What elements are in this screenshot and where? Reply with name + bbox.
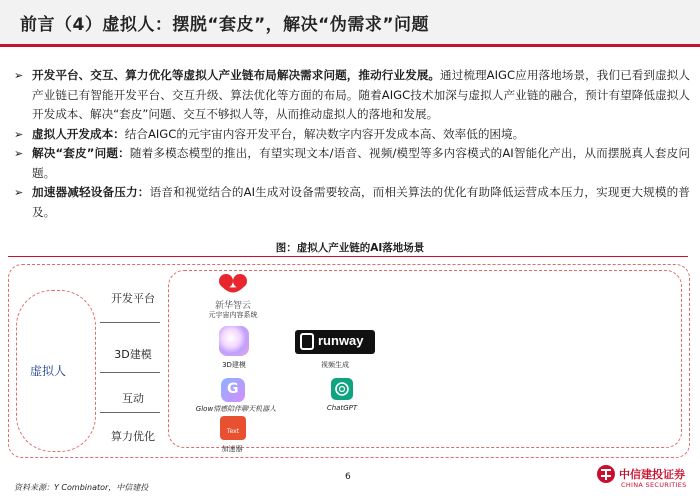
brand-logo-icon [596,464,616,488]
bullet-item [14,66,690,125]
category-dev-platform: 开发平台 [111,292,155,305]
bullet-lead: 加速器减轻设备压力： [32,185,150,199]
category-divider [100,322,160,323]
page-title: 前言（4）虚拟人：摆脱“套皮”，解决“伪需求”问题 [20,15,430,35]
bullet-lead: 虚拟人开发成本： [32,126,125,141]
bullet-item [14,183,690,222]
xinhua-zhiyun-logo-text: 新华智云 [214,301,251,311]
category-compute-optimization: 算力优化 [111,430,155,443]
bullet-list [14,66,690,222]
chatgpt-caption: ChatGPT [326,404,358,412]
bullet-text: 随着多模态模型的推出，有望实现文本/语音、视频/模型等多内容模式的AI智能化产出，从而摆脱真人套皮问题。 [32,146,690,180]
category-interaction: 互动 [122,392,144,405]
category-3d-modeling: 3D建模 [114,348,152,361]
bullet-lead: 开发平台、交互、算力优化等虚拟人产业链布局解决需求问题，推动行业发展。 [32,68,441,82]
runway-caption: 视频生成 [321,361,349,369]
figure-divider [8,256,688,257]
bullet-item [14,125,690,145]
arrow-bullet-icon: ➢ [14,147,24,160]
runway-logo-text: runway [318,333,364,348]
glow-app-icon: G [221,378,245,402]
runway-logo-icon [295,330,375,354]
brand-name-en: CHINA SECURITIES [621,481,687,489]
3d-modeling-caption: 3D建模 [222,361,246,369]
accelerator-logo-text: Text [226,428,240,435]
bullet-text: 通过梳理AIGC应用落地场景，我们已看到虚拟人产业链已有智能开发平台、交互升级、算法优化等方面的布局。随着AIGC技术加深与虚拟人产业链的融合，预计有望降低虚拟人开发成本、解决“套皮”问题、交互不够拟人等，从而推动虚拟人的落地和发展。 [32,68,690,121]
accelerator-caption: 加速器 [221,445,243,453]
accelerator-app-icon [220,416,246,440]
arrow-bullet-icon: ➢ [14,127,24,141]
header-bar [0,0,700,44]
xinhua-zhiyun-caption: 元宇宙内容系统 [208,311,258,319]
virtual-human-label: 虚拟人 [30,364,67,378]
bullet-lead: 解决“套皮”问题： [32,146,130,160]
3d-modeling-app-icon [219,326,249,356]
bullet-text: 结合AIGC的元宇宙内容开发平台，解决数字内容开发成本高、效率低的困境。 [124,126,525,141]
figure-title: 图：虚拟人产业链的AI落地场景 [275,242,425,254]
bullet-item [14,144,690,183]
arrow-bullet-icon: ➢ [14,69,24,82]
brand-name-cn: 中信建投证券 [619,468,685,481]
chatgpt-logo-icon [331,378,353,400]
page-number: 6 [345,472,351,482]
arrow-bullet-icon: ➢ [14,186,24,199]
xinhua-zhiyun-logo-icon [216,272,250,298]
bullet-text: 语音和视觉结合的AI生成对设备需要较高，而相关算法的优化有助降低运营成本压力，实现更大规模的普及。 [32,185,690,219]
glow-caption: Glow情感陪伴聊天机器人 [195,405,277,413]
header-divider [0,44,700,47]
category-divider [100,412,160,413]
source-note: 资料来源：Y Combinator，中信建投 [14,483,149,492]
category-divider [100,372,160,373]
